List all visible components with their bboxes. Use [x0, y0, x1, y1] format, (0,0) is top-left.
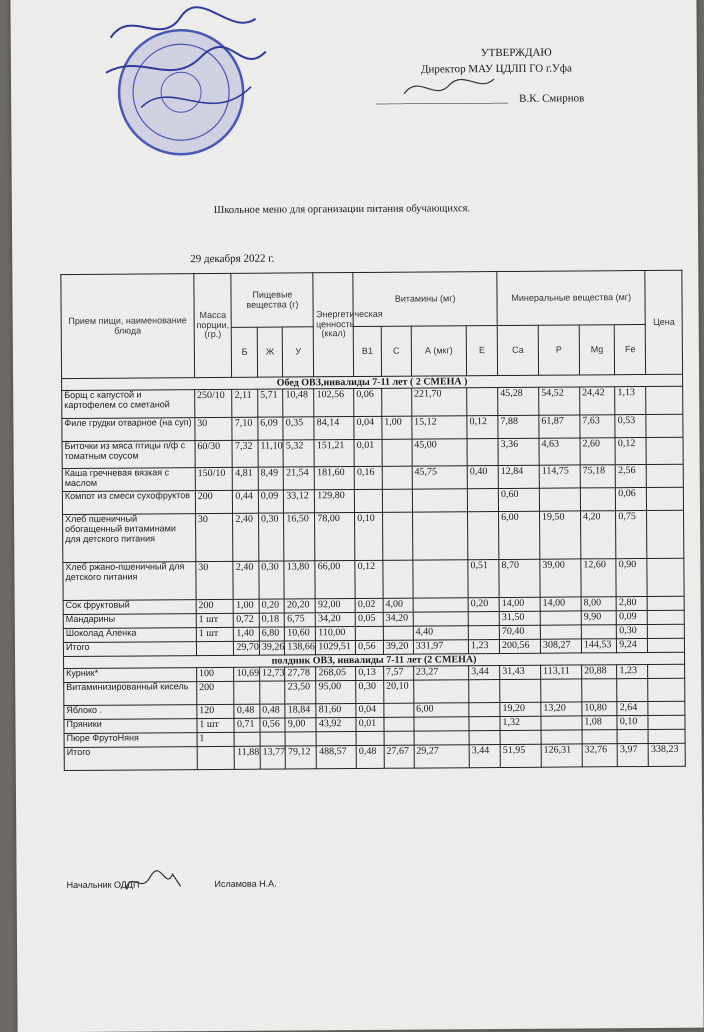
value-cell	[500, 679, 541, 702]
value-cell	[582, 730, 618, 744]
value-cell	[384, 717, 414, 731]
value-cell: 331,97	[413, 640, 468, 654]
value-cell: 10,60	[285, 627, 316, 641]
value-cell	[647, 510, 684, 558]
dish-name-cell: Хлеб ржано-пшеничный для детского питания	[63, 562, 196, 601]
menu-row	[62, 386, 683, 418]
section-title: Обед ОВЗ,инвалиды 7-11 лет ( 2 СМЕНА )	[62, 374, 683, 390]
value-cell: 10,80	[582, 702, 618, 716]
value-cell	[382, 489, 412, 512]
head-signature	[120, 866, 190, 896]
dish-name-cell: Каша гречневая вязкая с маслом	[62, 468, 195, 492]
value-cell: 21,54	[284, 467, 315, 490]
value-cell: 1029,51	[316, 641, 356, 655]
header-e: Е	[466, 326, 497, 376]
value-cell: 0,44	[233, 490, 259, 513]
value-cell: 144,53	[581, 639, 617, 653]
value-cell	[582, 679, 618, 702]
value-cell	[469, 717, 500, 731]
approval-name: В.К. Смирнов	[519, 92, 585, 105]
value-cell: 3,44	[469, 745, 500, 768]
value-cell	[260, 732, 286, 746]
value-cell: 13,20	[541, 702, 582, 716]
header-mg: Mg	[579, 325, 615, 375]
header-c: С	[381, 326, 411, 376]
value-cell: 19,20	[500, 702, 541, 716]
dish-name-cell: Хлеб пшеничный обогащенный витаминами для детского питания	[63, 514, 196, 563]
value-cell: 0,60	[498, 488, 539, 511]
value-cell: 60/30	[195, 440, 233, 467]
value-cell	[467, 489, 498, 512]
value-cell: 30	[196, 561, 234, 599]
value-cell: 30	[195, 513, 233, 561]
value-cell: 1,08	[582, 716, 618, 730]
value-cell: 3,97	[617, 743, 648, 766]
value-cell	[383, 626, 413, 640]
value-cell: 45,28	[498, 387, 539, 415]
value-cell: 1	[197, 732, 235, 746]
value-cell: 0,16	[354, 466, 382, 489]
value-cell	[196, 641, 234, 655]
value-cell: 20,20	[284, 599, 315, 613]
value-cell	[646, 386, 683, 414]
menu-row	[64, 743, 685, 770]
header-b1: B1	[353, 326, 381, 376]
value-cell: 11,88	[235, 746, 261, 769]
header-fe: Fe	[615, 324, 646, 374]
value-cell: 70,40	[499, 625, 540, 639]
value-cell	[648, 610, 685, 624]
value-cell: 0,13	[356, 666, 384, 680]
dish-name-cell: Борщ с капустой и картофелем со сметаной	[62, 390, 195, 419]
value-cell	[648, 678, 685, 701]
value-cell: 0,40	[467, 466, 498, 489]
value-cell: 0,12	[355, 560, 383, 598]
value-cell: 1,00	[234, 599, 260, 613]
value-cell	[647, 487, 684, 510]
value-cell	[539, 488, 580, 511]
value-cell: 29,27	[414, 745, 469, 768]
dish-name-cell: Витаминизированный кисель	[64, 682, 197, 706]
header-a: А (мкг)	[411, 326, 467, 376]
dish-name-cell: Пряники	[64, 719, 197, 734]
value-cell	[541, 716, 582, 730]
value-cell: 3,36	[498, 438, 539, 465]
value-cell: 7,88	[498, 415, 539, 438]
value-cell: 95,00	[316, 681, 356, 704]
value-cell: 0,06	[616, 487, 647, 510]
value-cell: 9,90	[581, 611, 617, 625]
value-cell	[617, 729, 648, 743]
value-cell: 0,30	[617, 624, 648, 638]
value-cell: 110,00	[316, 627, 356, 641]
value-cell	[467, 388, 498, 416]
value-cell	[356, 626, 384, 640]
value-cell: 1,00	[382, 416, 412, 439]
dish-name-cell: Яблоко .	[64, 705, 197, 720]
value-cell: 4,40	[413, 626, 468, 640]
value-cell	[541, 730, 582, 744]
value-cell: 5,71	[258, 389, 284, 417]
value-cell: 4,63	[539, 438, 580, 465]
value-cell: 0,12	[467, 416, 498, 439]
value-cell: 23,50	[285, 681, 316, 704]
value-cell: 2,40	[233, 513, 259, 561]
value-cell	[617, 678, 648, 701]
value-cell	[260, 681, 286, 704]
value-cell: 120	[197, 704, 235, 718]
value-cell: 24,42	[580, 387, 616, 415]
value-cell: 221,70	[411, 388, 467, 416]
value-cell: 0,35	[283, 417, 314, 440]
value-cell: 78,00	[315, 513, 355, 561]
header-zh: Ж	[257, 327, 283, 377]
dish-name-cell: Сок фруктовый	[63, 600, 196, 615]
document-title: Школьное меню для организации питания обучающихся.	[213, 203, 471, 216]
value-cell: 32,76	[582, 744, 618, 767]
value-cell: 45,00	[412, 439, 468, 466]
dish-name-cell: Филе грудки отварное (на суп)	[62, 418, 195, 442]
header-u: У	[283, 327, 314, 377]
value-cell: 9,00	[285, 718, 316, 732]
value-cell: 0,04	[354, 416, 382, 439]
value-cell: 200,56	[499, 639, 540, 653]
value-cell: 45,75	[412, 466, 467, 489]
value-cell: 0,18	[259, 613, 285, 627]
header-price: Цена	[645, 270, 682, 374]
value-cell: 0,10	[355, 512, 383, 560]
value-cell: 10,69	[234, 667, 260, 681]
footer-name: Исламова Н.А.	[214, 878, 277, 890]
value-cell: 39,20	[383, 640, 413, 654]
value-cell	[541, 679, 582, 702]
value-cell: 3,44	[469, 666, 500, 680]
value-cell: 16,50	[284, 513, 315, 561]
value-cell: 43,92	[316, 718, 356, 732]
value-cell	[648, 701, 685, 715]
stamp-with-signature	[80, 0, 281, 168]
value-cell: 9,24	[617, 638, 648, 652]
value-cell	[383, 560, 413, 598]
value-cell: 0,02	[355, 598, 383, 612]
value-cell: 2,60	[580, 438, 616, 465]
menu-row	[63, 558, 684, 600]
value-cell: 0,30	[258, 513, 284, 561]
value-cell: 2,56	[616, 464, 647, 487]
value-cell: 6,75	[285, 613, 316, 627]
value-cell	[647, 558, 684, 596]
value-cell: 2,40	[233, 561, 259, 599]
value-cell: 0,71	[234, 718, 260, 732]
value-cell: 488,57	[317, 746, 357, 769]
value-cell	[413, 598, 468, 612]
value-cell: 0,51	[468, 560, 499, 598]
value-cell: 39,26	[259, 641, 285, 655]
value-cell	[468, 512, 499, 560]
value-cell: 1 шт	[197, 718, 235, 732]
value-cell: 15,12	[412, 416, 467, 439]
value-cell	[413, 680, 468, 703]
menu-table-body	[62, 374, 686, 770]
value-cell: 0,05	[355, 612, 383, 626]
value-cell	[413, 612, 468, 626]
value-cell: 0,90	[616, 558, 647, 596]
value-cell: 151,21	[314, 440, 354, 467]
value-cell	[646, 437, 683, 464]
value-cell: 8,49	[258, 467, 284, 490]
dish-name-cell: Компот из смеси сухофруктов	[62, 491, 195, 515]
value-cell	[382, 466, 412, 489]
dish-name-cell: Мандарины	[63, 614, 196, 629]
value-cell: 8,70	[499, 559, 540, 597]
value-cell	[384, 731, 414, 745]
value-cell: 0,30	[356, 680, 384, 703]
value-cell: 7,10	[232, 417, 258, 440]
value-cell: 6,00	[414, 703, 469, 717]
value-cell: 4,00	[383, 598, 413, 612]
value-cell: 92,00	[315, 599, 355, 613]
value-cell: 29,70	[234, 641, 260, 655]
approval-position: Директор МАУ ЦДЛП ГО г.Уфа	[420, 62, 572, 76]
value-cell: 0,48	[356, 745, 384, 768]
value-cell: 4,20	[580, 511, 616, 559]
value-cell: 4,81	[233, 467, 259, 490]
value-cell: 1,23	[468, 640, 499, 654]
value-cell: 34,20	[383, 612, 413, 626]
value-cell	[646, 414, 683, 437]
value-cell: 250/10	[194, 389, 232, 417]
menu-date: 29 декабря 2022 г.	[190, 252, 275, 266]
value-cell	[382, 512, 412, 560]
value-cell: 27,78	[285, 667, 316, 681]
value-cell	[412, 512, 468, 560]
value-cell: 5,32	[283, 440, 314, 467]
value-cell	[648, 624, 685, 638]
value-cell: 7,57	[383, 666, 413, 680]
value-cell: 0,01	[356, 717, 384, 731]
value-cell: 31,43	[500, 665, 541, 679]
document-page	[10, 0, 703, 1032]
value-cell: 138,66	[285, 641, 316, 655]
value-cell	[580, 488, 616, 511]
value-cell: 13,77	[260, 746, 286, 769]
value-cell: 150/10	[195, 467, 233, 490]
value-cell	[647, 464, 684, 487]
value-cell	[468, 612, 499, 626]
director-signature	[399, 73, 499, 104]
value-cell: 10,48	[283, 389, 314, 417]
value-cell	[356, 731, 384, 745]
value-cell: 0,56	[260, 718, 286, 732]
value-cell	[540, 611, 581, 625]
value-cell	[355, 489, 383, 512]
value-cell	[384, 703, 414, 717]
value-cell: 0,01	[354, 439, 382, 466]
value-cell: 1 шт	[196, 627, 234, 641]
footer-label: Начальник ОДДП	[66, 879, 140, 891]
value-cell	[469, 680, 500, 703]
value-cell: 0,12	[615, 437, 646, 464]
value-cell	[469, 703, 500, 717]
value-cell	[648, 664, 685, 678]
value-cell: 7,63	[580, 415, 616, 438]
value-cell	[234, 681, 260, 704]
value-cell: 100	[196, 667, 234, 681]
dish-name-cell: Итого	[63, 642, 196, 657]
value-cell: 200	[197, 681, 235, 704]
value-cell: 12,73	[259, 667, 285, 681]
value-cell: 18,84	[285, 704, 316, 718]
value-cell: 0,30	[259, 561, 285, 599]
value-cell	[648, 715, 685, 729]
value-cell: 39,00	[540, 559, 581, 597]
value-cell	[648, 729, 685, 743]
value-cell: 0,20	[468, 598, 499, 612]
value-cell: 0,20	[259, 599, 285, 613]
menu-row	[63, 510, 684, 562]
value-cell: 200	[196, 599, 234, 613]
value-cell: 11,10	[258, 440, 284, 467]
value-cell: 102,56	[314, 389, 354, 417]
value-cell: 13,80	[284, 561, 315, 599]
section-title: полдник ОВЗ, инвалиды 7-11 лет (2 СМЕНА)	[64, 652, 685, 668]
dish-name-cell: Шоколад Аленка	[63, 628, 196, 643]
menu-row	[62, 437, 683, 468]
dish-name-cell: Итого	[64, 747, 197, 771]
value-cell: 23,27	[413, 666, 468, 680]
value-cell	[197, 746, 235, 769]
value-cell: 14,00	[540, 597, 581, 611]
value-cell	[316, 732, 356, 746]
value-cell: 181,60	[315, 467, 355, 490]
value-cell: 114,75	[539, 465, 580, 488]
value-cell: 2,80	[616, 596, 647, 610]
value-cell: 54,52	[539, 387, 580, 415]
value-cell: 19,50	[539, 511, 580, 559]
dish-name-cell: Пюре ФрутоНяня	[64, 733, 197, 748]
value-cell: 0,09	[258, 490, 284, 513]
menu-table	[60, 270, 685, 771]
value-cell: 113,11	[541, 665, 582, 679]
value-cell: 1,23	[617, 664, 648, 678]
value-cell: 1,13	[615, 386, 646, 414]
header-mass: Масса порции, (гр.)	[194, 273, 232, 377]
header-minerals: Минеральные вещества (мг)	[497, 270, 646, 325]
value-cell: 61,87	[539, 415, 580, 438]
value-cell: 6,00	[499, 511, 540, 559]
value-cell: 51,95	[500, 744, 541, 767]
value-cell: 1,32	[500, 716, 541, 730]
value-cell	[469, 731, 500, 745]
value-cell: 84,14	[314, 417, 354, 440]
value-cell	[468, 626, 499, 640]
value-cell	[382, 439, 412, 466]
value-cell	[414, 731, 469, 745]
value-cell: 31,50	[499, 611, 540, 625]
value-cell: 2,64	[617, 701, 648, 715]
value-cell: 20,88	[582, 665, 618, 679]
value-cell: 6,80	[259, 627, 285, 641]
value-cell: 7,32	[232, 440, 258, 467]
dish-name-cell: Курник*	[64, 668, 197, 683]
value-cell: 0,04	[356, 703, 384, 717]
dish-name-cell: Биточки из мяса птицы п/ф с томатным соусом	[62, 441, 195, 469]
value-cell: 0,75	[616, 510, 647, 558]
header-vitamins: Витамины (мг)	[353, 272, 497, 327]
value-cell: 126,31	[541, 744, 582, 767]
value-cell	[412, 489, 467, 512]
value-cell: 0,56	[356, 640, 384, 654]
value-cell	[467, 439, 498, 466]
value-cell	[234, 732, 260, 746]
approval-signature-line: ________________________	[376, 92, 509, 106]
value-cell: 66,00	[315, 561, 355, 599]
header-p: Р	[538, 325, 579, 375]
value-cell: 0,72	[234, 613, 260, 627]
value-cell: 0,53	[615, 414, 646, 437]
value-cell: 12,60	[581, 559, 617, 597]
value-cell: 338,23	[648, 743, 685, 766]
value-cell: 30	[195, 417, 233, 440]
value-cell: 0,48	[234, 704, 260, 718]
value-cell: 34,20	[316, 613, 356, 627]
value-cell: 0,48	[260, 704, 286, 718]
value-cell: 12,84	[498, 465, 539, 488]
value-cell: 27,67	[384, 745, 414, 768]
value-cell: 129,80	[315, 490, 355, 513]
value-cell: 8,00	[581, 597, 617, 611]
value-cell: 200	[195, 490, 233, 513]
value-cell: 268,05	[316, 667, 356, 681]
value-cell	[413, 560, 469, 598]
value-cell	[648, 638, 685, 652]
value-cell: 75,18	[580, 465, 616, 488]
value-cell: 1 шт	[196, 613, 234, 627]
value-cell: 2,11	[232, 389, 258, 417]
value-cell: 81,60	[316, 704, 356, 718]
value-cell: 0,09	[617, 610, 648, 624]
value-cell	[414, 717, 469, 731]
value-cell	[382, 388, 412, 416]
value-cell	[647, 596, 684, 610]
value-cell: 308,27	[540, 639, 581, 653]
value-cell: 0,06	[354, 388, 382, 416]
header-meal: Прием пищи, наименование блюда	[61, 274, 195, 379]
value-cell: 20,10	[384, 680, 414, 703]
value-cell	[540, 625, 581, 639]
value-cell	[581, 625, 617, 639]
value-cell	[285, 732, 316, 746]
value-cell: 14,00	[499, 597, 540, 611]
value-cell: 33,12	[284, 490, 315, 513]
approval-title: УТВЕРЖДАЮ	[480, 46, 552, 60]
value-cell: 79,12	[285, 746, 316, 769]
value-cell: 1,40	[234, 627, 260, 641]
value-cell: 6,09	[258, 417, 284, 440]
header-ca: Са	[497, 325, 538, 375]
header-energy: Энергетическая ценность (ккал)	[313, 273, 354, 377]
header-b: Б	[232, 327, 258, 377]
value-cell	[500, 730, 541, 744]
header-nutrients: Пищевые вещества (г)	[231, 273, 313, 328]
value-cell: 0,10	[617, 715, 648, 729]
